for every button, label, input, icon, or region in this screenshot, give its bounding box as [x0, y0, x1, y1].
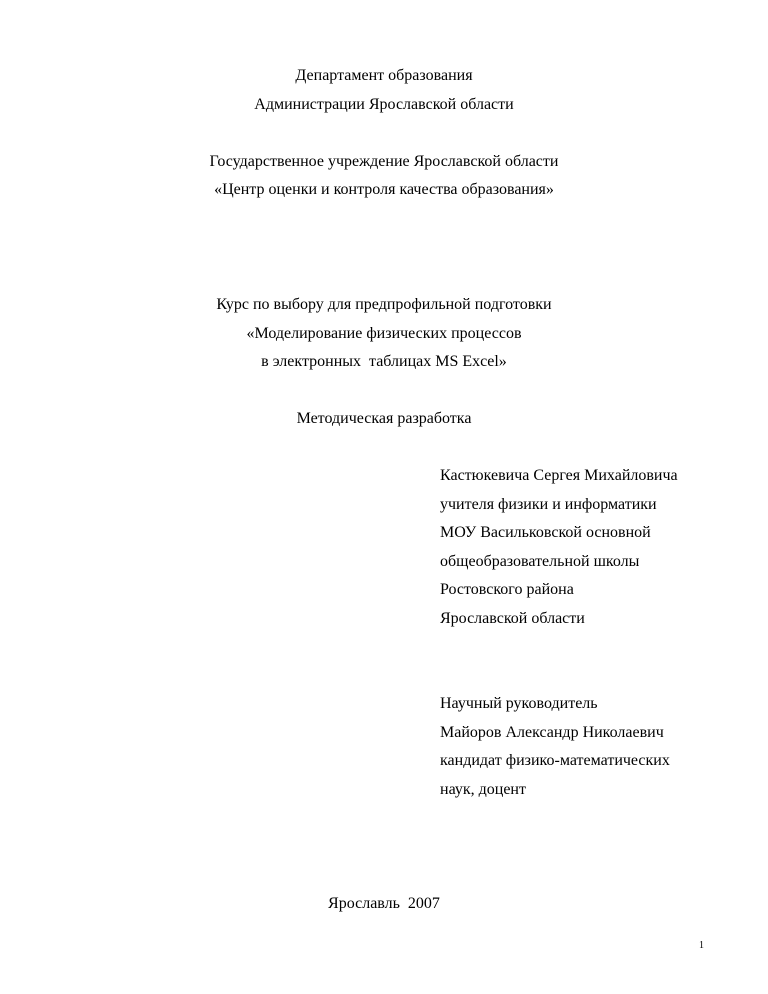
author-line: учителя физики и информатики	[440, 496, 657, 513]
city-year: Ярославль 2007	[328, 895, 440, 912]
author-line: Ярославской области	[440, 610, 585, 627]
course-title-line-3: в электронных таблицах MS Excel»	[261, 353, 507, 370]
institution-name: «Центр оценки и контроля качества образования»	[214, 181, 554, 198]
supervisor-line: кандидат физико-математических	[440, 752, 670, 769]
course-title-line-1: Курс по выбору для предпрофильной подготовки	[216, 296, 552, 313]
supervisor-line: наук, доцент	[440, 781, 526, 798]
institution-title: Государственное учреждение Ярославской области	[209, 153, 559, 170]
document-type: Методическая разработка	[296, 410, 472, 427]
supervisor-line: Научный руководитель	[440, 695, 598, 712]
author-line: общеобразовательной школы	[440, 553, 640, 570]
page-number: 1	[699, 940, 704, 951]
administration-title: Администрации Ярославской области	[254, 96, 514, 113]
author-line: Ростовского района	[440, 581, 574, 598]
department-title: Департамент образования	[295, 67, 473, 84]
course-title-line-2: «Моделирование физических процессов	[246, 325, 522, 342]
author-line: Кастюкевича Сергея Михайловича	[440, 467, 678, 484]
author-line: МОУ Васильковской основной	[440, 524, 651, 541]
supervisor-line: Майоров Александр Николаевич	[440, 724, 664, 741]
